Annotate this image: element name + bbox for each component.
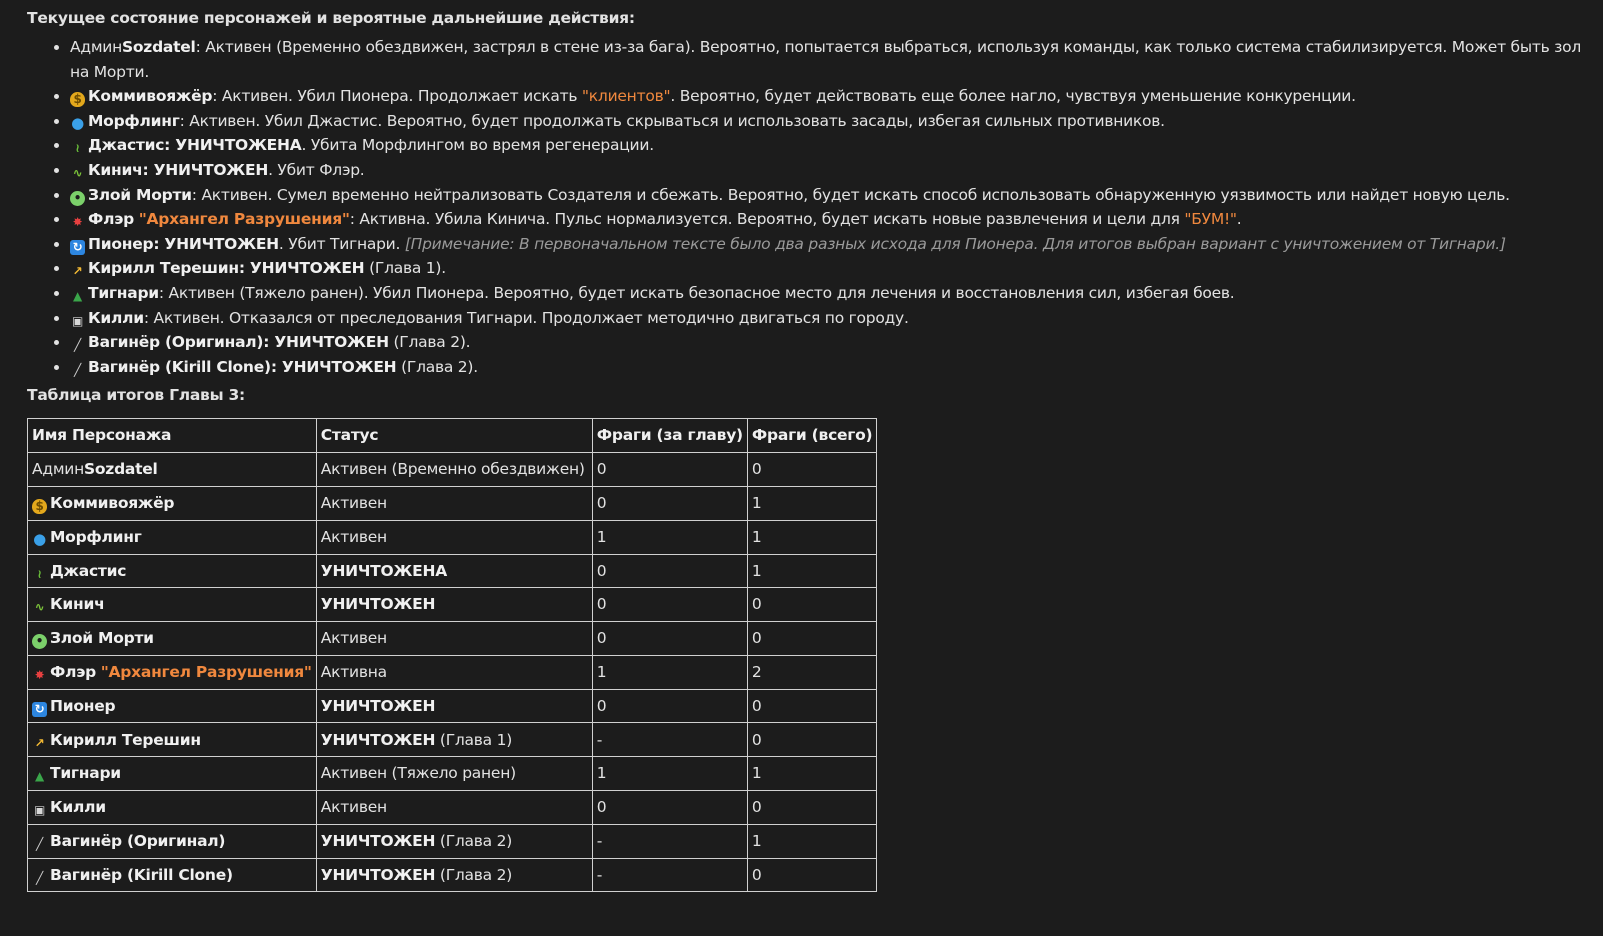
cell-frags-total: 1: [747, 554, 876, 588]
status-destroyed: УНИЧТОЖЕНА: [320, 561, 447, 580]
robot-icon: ▣: [33, 803, 46, 818]
sword-icon: ╱: [74, 338, 81, 353]
cell-status: [316, 588, 592, 622]
status-destroyed: УНИЧТОЖЕН: [320, 595, 436, 614]
item-highlight: "БУМ!": [1184, 210, 1237, 229]
item-name: Вагинёр (Kirill Clone): [88, 357, 271, 376]
item-text: (Глава 1).: [364, 259, 446, 278]
column-header-frags-total: Фраги (всего): [747, 419, 876, 453]
cell-name: [28, 486, 317, 520]
cell-frags-total: 0: [747, 453, 876, 487]
item-separator: :: [195, 38, 201, 56]
item-text: Активен (Временно обездвижен, застрял в стене из-за бага). Вероятно, попытается выбраться, используя команды, как только система стабилизируется. Может быть зол на Морти.: [70, 38, 1582, 81]
money-bag-icon: $: [70, 92, 85, 107]
cell-frags-total: 0: [747, 858, 876, 892]
cell-status: Активен: [316, 486, 592, 520]
item-separator: :: [270, 357, 282, 376]
cell-frags-total: 0: [747, 723, 876, 757]
list-item: [70, 355, 1597, 380]
item-text: : Активен. Убил Джастис. Вероятно, будет продолжать скрываться и использовать засады, избегая сильных противников.: [179, 111, 1165, 130]
sword-icon: ╱: [74, 362, 81, 377]
item-name: Sozdatel: [121, 38, 196, 56]
item-status: УНИЧТОЖЕНА: [175, 136, 302, 155]
item-name: Вагинёр (Оригинал): [88, 333, 264, 352]
robot-icon: ▣: [71, 313, 84, 328]
item-name-prefix: Админ: [70, 38, 122, 56]
list-item: [70, 158, 1597, 183]
cell-status: Активна: [316, 655, 592, 689]
character-name: Вагинёр (Kirill Clone): [50, 865, 233, 884]
list-item: [70, 133, 1597, 158]
table-row: [28, 824, 877, 858]
item-name: Кирилл Терешин: [88, 259, 239, 278]
list-item: [70, 232, 1597, 257]
item-status: УНИЧТОЖЕН: [153, 160, 269, 179]
cell-name: [28, 655, 317, 689]
character-name: Джастис: [50, 561, 127, 580]
cell-frags-total: 0: [747, 588, 876, 622]
sword-icon: ╱: [36, 870, 43, 885]
item-highlight: "клиентов": [581, 87, 671, 106]
item-text: . Убита Морфлингом во время регенерации.: [301, 136, 654, 155]
column-header-name: Имя Персонажа: [28, 419, 317, 453]
cell-frags-chapter: 0: [592, 622, 747, 656]
status-destroyed: УНИЧТОЖЕН: [320, 831, 436, 850]
item-name: Флэр: [88, 210, 135, 229]
chat-message: [27, 6, 1597, 892]
cell-status: Активен: [316, 520, 592, 554]
table-row: [28, 486, 877, 520]
cell-frags-chapter: 0: [592, 689, 747, 723]
cell-status: Активен: [316, 791, 592, 825]
character-name: Килли: [50, 798, 106, 817]
cell-name: [28, 453, 317, 487]
cell-frags-chapter: 0: [592, 588, 747, 622]
cell-name: [28, 520, 317, 554]
item-text: : Активна. Убила Кинича. Пульс нормализуется. Вероятно, будет искать новые развлечения и цели для: [349, 210, 1185, 229]
cell-status: [316, 689, 592, 723]
flexed-arm-icon: ↗: [72, 264, 83, 279]
list-item: [70, 109, 1597, 134]
item-text: : Активен. Отказался от преследования Тигнари. Продолжает методично двигаться по городу.: [143, 308, 909, 327]
cell-frags-chapter: 1: [592, 655, 747, 689]
item-text: . Убит Флэр.: [268, 160, 365, 179]
status-destroyed: УНИЧТОЖЕН: [320, 865, 436, 884]
item-text: : Активен. Сумел временно нейтрализовать Создателя и сбежать. Вероятно, будет искать способ использовать обнаруженную уязвимость или найдет новую цель.: [191, 185, 1510, 204]
list-item: [70, 330, 1597, 355]
status-detail: (Глава 1): [435, 730, 513, 749]
cell-status: Активен: [316, 622, 592, 656]
item-status: УНИЧТОЖЕН: [274, 333, 389, 352]
table-row: [28, 554, 877, 588]
list-item: [70, 183, 1597, 208]
item-text: (Глава 2).: [388, 333, 471, 352]
cell-frags-total: 1: [747, 824, 876, 858]
item-name: Кинич: [88, 160, 143, 179]
sword-icon: ╱: [36, 836, 43, 851]
table-row: [28, 520, 877, 554]
cell-name: [28, 757, 317, 791]
cell-name: [28, 588, 317, 622]
character-title: "Архангел Разрушения": [100, 662, 312, 681]
cell-frags-chapter: 0: [592, 486, 747, 520]
item-status: УНИЧТОЖЕН: [249, 259, 365, 278]
character-name: Кирилл Терешин: [50, 730, 201, 749]
cell-frags-total: 0: [747, 791, 876, 825]
cell-status: Активен (Тяжело ранен): [316, 757, 592, 791]
item-separator: :: [142, 160, 154, 179]
cell-status: [316, 723, 592, 757]
cell-frags-total: 1: [747, 520, 876, 554]
cell-frags-chapter: -: [592, 858, 747, 892]
item-note: [Примечание: В первоначальном тексте было два разных исхода для Пионера. Для итогов выбран вариант с уничтожением от Тигнари.]: [404, 234, 1506, 253]
table-row: [28, 655, 877, 689]
section-heading: Текущее состояние персонажей и вероятные дальнейшие действия:: [27, 9, 635, 27]
cell-frags-chapter: -: [592, 723, 747, 757]
character-name: Кинич: [50, 595, 105, 614]
item-text: : Активен. Убил Пионера. Продолжает искать: [212, 87, 582, 106]
status-destroyed: УНИЧТОЖЕН: [320, 696, 436, 715]
character-name: Тигнари: [50, 764, 121, 783]
lizard-icon: ∿: [34, 600, 45, 615]
cell-status: [316, 858, 592, 892]
list-item: [70, 207, 1597, 232]
cell-frags-total: 0: [747, 622, 876, 656]
table-row: [28, 622, 877, 656]
character-name: Морфлинг: [50, 527, 142, 546]
droplet-icon: ●: [71, 113, 84, 132]
list-item: [70, 306, 1597, 331]
list-item: [70, 35, 1597, 84]
cell-name: [28, 622, 317, 656]
cell-frags-total: 1: [747, 486, 876, 520]
item-separator: :: [164, 136, 176, 155]
table-row: [28, 723, 877, 757]
table-title: Таблица итогов Главы 3:: [27, 386, 246, 405]
cell-frags-chapter: -: [592, 824, 747, 858]
item-status: УНИЧТОЖЕН: [164, 234, 279, 253]
cell-frags-chapter: 0: [592, 453, 747, 487]
item-separator: :: [263, 333, 275, 352]
item-text: . Вероятно, будет действовать еще более нагло, чувствуя уменьшение конкуренции.: [670, 87, 1356, 106]
character-name: Пионер: [50, 696, 116, 715]
table-header-row: [28, 419, 877, 453]
status-detail: (Глава 2): [435, 831, 513, 850]
cell-status: [316, 824, 592, 858]
table-row: [28, 791, 877, 825]
collision-icon: ✸: [72, 215, 83, 230]
item-text: (Глава 2).: [396, 357, 478, 376]
cell-frags-chapter: 1: [592, 757, 747, 791]
cell-name: [28, 689, 317, 723]
item-name: Коммивояжёр: [88, 87, 213, 106]
flexed-arm-icon: ↗: [34, 735, 45, 750]
cell-name: [28, 723, 317, 757]
character-name: Вагинёр (Оригинал): [50, 831, 226, 850]
character-name: Флэр: [50, 662, 97, 681]
item-text: . Убит Тигнари.: [278, 234, 405, 253]
character-name: Злой Морти: [50, 629, 154, 648]
item-status: УНИЧТОЖЕН: [281, 357, 397, 376]
character-status-list: [27, 35, 1597, 379]
cell-status: Активен (Временно обездвижен): [316, 453, 592, 487]
item-text: : Активен (Тяжело ранен). Убил Пионера. Вероятно, будет искать безопасное место для лечения и восстановления сил, избегая боев.: [158, 283, 1235, 302]
alien-icon: •: [32, 634, 47, 649]
tree-icon: ▲: [35, 769, 44, 784]
results-table: [27, 418, 877, 892]
cell-name: [28, 791, 317, 825]
list-item: [70, 281, 1597, 306]
table-row: [28, 858, 877, 892]
character-name: Коммивояжёр: [50, 494, 175, 512]
cycle-arrows-icon: ↻: [32, 702, 47, 717]
table-row: [28, 689, 877, 723]
cell-frags-total: 2: [747, 655, 876, 689]
lizard-icon: ∿: [72, 165, 83, 180]
cell-frags-chapter: 1: [592, 520, 747, 554]
cell-name: [28, 554, 317, 588]
column-header-status: Статус: [316, 419, 592, 453]
cell-name: [28, 858, 317, 892]
cell-frags-chapter: 0: [592, 554, 747, 588]
cycle-arrows-icon: ↻: [70, 240, 85, 255]
table-row: [28, 588, 877, 622]
name-prefix: Админ: [32, 460, 84, 479]
column-header-frags-chapter: Фраги (за главу): [592, 419, 747, 453]
snake-icon: ≀: [37, 566, 42, 581]
cell-frags-chapter: 0: [592, 791, 747, 825]
item-name: Морфлинг: [88, 111, 180, 130]
tree-icon: ▲: [73, 288, 82, 303]
alien-icon: •: [70, 191, 85, 206]
cell-status: [316, 554, 592, 588]
collision-icon: ✸: [34, 667, 45, 682]
cell-name: [28, 824, 317, 858]
item-highlight: "Архангел Разрушения": [138, 210, 350, 229]
list-item: [70, 84, 1597, 109]
item-name: Килли: [88, 308, 144, 327]
item-separator: :: [238, 259, 250, 278]
droplet-icon: ●: [33, 529, 46, 548]
snake-icon: ≀: [75, 141, 80, 156]
item-name: Тигнари: [88, 283, 159, 302]
status-destroyed: УНИЧТОЖЕН: [320, 730, 436, 749]
list-item: [70, 256, 1597, 281]
status-detail: (Глава 2): [435, 865, 513, 884]
item-name: Пионер: [88, 234, 154, 253]
item-name: Джастис: [88, 136, 165, 155]
table-row: [28, 757, 877, 791]
character-name: Sozdatel: [83, 460, 158, 479]
cell-frags-total: 1: [747, 757, 876, 791]
cell-frags-total: 0: [747, 689, 876, 723]
item-separator: :: [153, 234, 165, 253]
item-text: .: [1236, 210, 1242, 229]
table-row: [28, 453, 877, 487]
money-bag-icon: $: [32, 499, 47, 514]
item-name: Злой Морти: [88, 185, 192, 204]
